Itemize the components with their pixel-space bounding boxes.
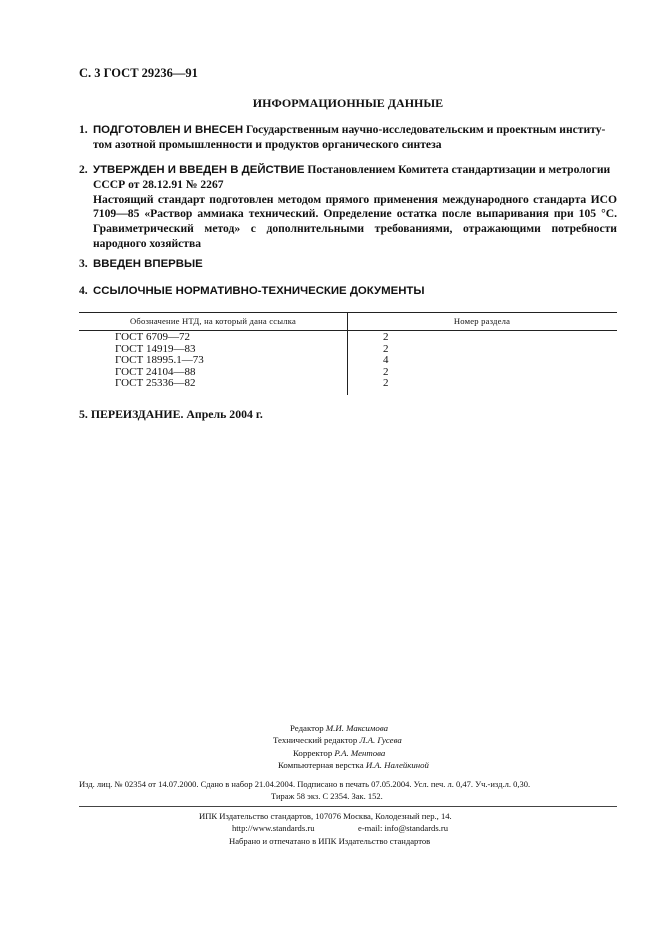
credit-role: Редактор: [290, 723, 324, 733]
document-code: ГОСТ 24104—88: [115, 365, 196, 378]
info-item-4: [79, 284, 617, 299]
info-item-1: [79, 123, 617, 153]
credit-layout: [278, 759, 429, 771]
publisher-url: http://www.standards.ru: [232, 823, 315, 834]
info-item-2: [79, 163, 617, 252]
item-paragraph: Настоящий стандарт подготовлен методом прямого применения международного стандарта ИСО 7109—85 «Раствор аммиака технический. Определение остатка после выпаривания при 105 °С. Гравиметрический метод» с дополнительными требованиями, отражающими потребности народного хозяйства: [93, 192, 617, 250]
publisher-address: ИПК Издательство стандартов, 107076 Москва, Колодезный пер., 14.: [199, 811, 452, 821]
credit-name: М.И. Максимова: [325, 723, 388, 733]
credit-tech-editor: [273, 734, 402, 746]
section-number: 4: [383, 354, 389, 366]
section-number: 2: [383, 342, 389, 355]
item-lead: ССЫЛОЧНЫЕ НОРМАТИВНО-ТЕХНИЧЕСКИЕ ДОКУМЕНТЫ: [93, 285, 425, 297]
section-number: 2: [383, 331, 389, 343]
item-number: 3.: [79, 257, 88, 270]
footer-rule: [79, 806, 617, 807]
reissue-label: ПЕРЕИЗДАНИЕ.: [90, 407, 184, 421]
item-text: Государственным научно-исследовательским и проектным институ-: [246, 123, 606, 136]
reissue-date: Апрель 2004 г.: [186, 407, 263, 421]
document-code: ГОСТ 18995.1—73: [115, 354, 204, 366]
info-item-3: [79, 257, 617, 272]
document-code: ГОСТ 14919—83: [115, 342, 196, 355]
document-code: ГОСТ 6709—72: [115, 331, 190, 343]
table-top-rule: [79, 312, 617, 313]
section-number: 2: [383, 377, 389, 389]
table-row: [79, 332, 617, 344]
publisher-printed-by: Набрано и отпечатано в ИПК Издательство стандартов: [229, 835, 431, 846]
credit-role: Корректор: [293, 747, 333, 758]
item-lead: УТВЕРЖДЕН И ВВЕДЕН В ДЕЙСТВИЕ: [93, 164, 305, 176]
credit-role: Компьютерная верстка: [278, 760, 364, 771]
document-code: ГОСТ 25336—82: [115, 377, 196, 389]
table-header-section: Номер раздела: [453, 316, 511, 326]
item-number: 4.: [79, 284, 88, 297]
credit-role: Технический редактор: [273, 735, 358, 746]
credit-name: Р.А. Ментова: [334, 747, 386, 758]
credit-corrector: [293, 747, 385, 759]
publisher-email: e-mail: info@standards.ru: [358, 823, 449, 834]
credit-name: И.А. Налейкиной: [365, 760, 429, 771]
table-header-document: Обозначение НТД, на который дана ссылка: [129, 316, 297, 326]
imprint-line-1: Изд. лиц. № 02354 от 14.07.2000. Сдано в набор 21.04.2004. Подписано в печать 07.05.2004. Усл. печ. л. 0,47. Уч.-изд.л. 0,30.: [79, 779, 531, 789]
item-lead: ПОДГОТОВЛЕН И ВНЕСЕН: [93, 124, 244, 136]
item-text-continued: том азотной промышленности и продуктов органического синтеза: [93, 137, 442, 151]
credit-name: Л.А. Гусева: [359, 735, 402, 746]
table-body: [79, 332, 617, 390]
credit-editor: [290, 722, 388, 734]
item-text-continued: СССР от 28.12.91 № 2267: [93, 177, 224, 191]
section-title: ИНФОРМАЦИОННЫЕ ДАННЫЕ: [252, 96, 444, 110]
reissue-note: [79, 407, 263, 422]
print-imprint: [79, 778, 617, 802]
imprint-line-2: Тираж 58 экз. С 2354. Зак. 152.: [271, 791, 383, 801]
section-number: 2: [383, 365, 389, 378]
reissue-number: 5.: [79, 407, 88, 421]
table-row: [79, 355, 617, 367]
page-header: С. 3 ГОСТ 29236—91: [79, 66, 198, 80]
item-lead: ВВЕДЕН ВПЕРВЫЕ: [93, 258, 203, 270]
item-text: Постановлением Комитета стандартизации и метрологии: [307, 163, 611, 176]
item-number: 1.: [79, 123, 88, 136]
table-row: [79, 378, 617, 390]
item-number: 2.: [79, 163, 88, 176]
